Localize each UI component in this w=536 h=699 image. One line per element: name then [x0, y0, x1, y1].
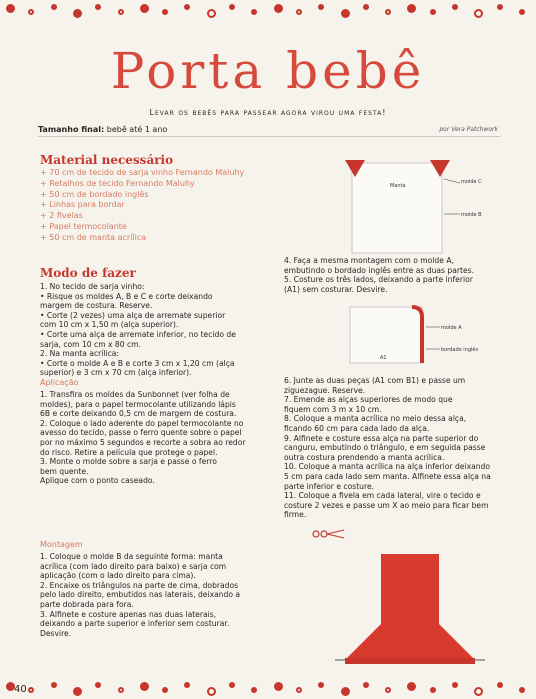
border-dot — [95, 682, 101, 688]
materials-heading: Material necessário — [40, 153, 174, 167]
border-dot — [140, 682, 149, 691]
pointer-line — [444, 179, 460, 183]
aplicacao-line: do risco. Retire a película que protege o papel. — [40, 447, 218, 457]
modo-line: margem de costura. Reserve. — [40, 301, 153, 311]
carrier-base — [345, 624, 475, 660]
page-number: 40 — [14, 684, 27, 695]
molde-c-label: molde C — [461, 179, 482, 185]
right-text-block-2 — [284, 376, 524, 520]
illustration-baby-carrier — [325, 548, 495, 670]
border-dot — [474, 687, 483, 696]
modo-line: com 10 cm x 1,50 m (alça superior). — [40, 320, 179, 330]
right-text-block-1 — [284, 256, 524, 294]
border-dot — [73, 687, 82, 696]
montagem-line: aplicação (com o lado direito para cima). — [40, 571, 196, 581]
modo-line: 2. Na manta acrílica: — [40, 349, 119, 359]
border-dot — [207, 687, 216, 696]
step-line: 11. Coloque a fivela em cada lateral, vire o tecido e — [284, 491, 481, 501]
border-dot — [407, 4, 416, 13]
border-dot — [452, 4, 458, 10]
aplicacao-text — [40, 390, 280, 486]
page-title: Porta bebê — [110, 42, 426, 100]
modo-line: • Risque os moldes A, B e C e corte deixando — [40, 291, 213, 301]
border-dot — [430, 687, 436, 693]
modo-line: • Corte (2 vezes) uma alça de arremate superior — [40, 310, 226, 320]
step-line: parte inferior e costure. — [284, 481, 375, 491]
border-dot — [318, 682, 324, 688]
lower-strap — [345, 658, 475, 664]
montagem-line: acrílica (com lado direito para baixo) e sarja com — [40, 561, 227, 571]
border-dot — [28, 9, 34, 15]
aplicacao-line: avesso do tecido, passe o ferro quente sobre o papel — [40, 428, 242, 438]
border-dot — [341, 9, 350, 18]
border-dot — [385, 687, 391, 693]
material-item: + Linhas para bordar — [40, 200, 260, 211]
border-dot — [274, 4, 283, 13]
aplicacao-line: por no máximo 5 segundos e recorte a sobra ao redor — [40, 437, 246, 447]
aplicacao-line: 1. Transfira os moldes da Sunbonnet (ver folha de — [40, 390, 230, 399]
step-line: 10. Coloque a manta acrílica na alça inferior deixando — [284, 462, 491, 472]
border-dot — [274, 682, 283, 691]
aplicacao-line: 2. Coloque o lado aderente do papel termocolante no — [40, 418, 244, 428]
step-line: 9. Alfinete e costure essa alça na parte superior do — [284, 433, 479, 443]
modo-line: • Corte o molde A e B e corte 3 cm x 1,20 cm (alça — [40, 358, 235, 368]
border-dot — [162, 687, 168, 693]
step-line: fiquem com 3 m x 10 cm. — [284, 404, 382, 414]
border-dot — [28, 687, 34, 693]
step-line: 5 cm para cada lado sem manta. Alfinete essa alça na — [284, 471, 491, 481]
step-line: 8. Coloque a manta acrílica no meio dessa alça, — [284, 414, 467, 424]
border-dot — [407, 682, 416, 691]
montagem-heading: Montagem — [40, 540, 83, 549]
border-dot — [519, 9, 525, 15]
step-line: 6. Junte as duas peças (A1 com B1) e passe um — [284, 376, 466, 385]
step-line: 5. Costure os três lados, deixando a parte inferior — [284, 275, 473, 285]
materials-list — [40, 168, 260, 244]
border-dot — [341, 687, 350, 696]
border-dot — [207, 9, 216, 18]
top-dot-border — [0, 0, 536, 22]
carrier-body — [381, 554, 439, 624]
molde-a-label: molde A — [441, 325, 462, 331]
molde-b-label: molde B — [461, 212, 482, 218]
modo-line: • Corte uma alça de arremate inferior, no tecido de — [40, 329, 236, 339]
step-line: canguru, embutindo o triângulo, e em seguida passe — [284, 443, 486, 453]
aplicacao-line: moldes), para o papel termocolante utilizando lápis — [40, 399, 236, 409]
step-line: 4. Faça a mesma montagem com o molde A, — [284, 256, 454, 265]
aplicacao-line: bem quente. — [40, 466, 89, 476]
border-dot — [318, 4, 324, 10]
page-subtitle: Levar os bebês para passear agora virou uma festa! — [149, 108, 387, 117]
border-dot — [229, 682, 235, 688]
border-dot — [118, 9, 124, 15]
border-dot — [251, 9, 257, 15]
border-dot — [363, 4, 369, 10]
divider — [38, 136, 500, 137]
author-credit: por Vera Patchwork — [439, 126, 498, 133]
manta-label: Manta — [390, 183, 406, 189]
final-size-value: bebê até 1 ano — [106, 125, 168, 134]
manta-piece — [352, 163, 442, 253]
material-item: + 50 cm de manta acrílica — [40, 233, 260, 244]
scissors-icon — [312, 527, 346, 541]
step-line: embutindo o bordado inglês entre as duas partes. — [284, 265, 475, 275]
bottom-dot-border — [0, 677, 536, 699]
border-dot — [385, 9, 391, 15]
montagem-line: parte dobrada para fora. — [40, 599, 134, 609]
modo-text — [40, 282, 280, 378]
border-dot — [6, 4, 15, 13]
material-item: + 70 cm de tecido de sarja vinho Fernando Maluhy — [40, 168, 260, 179]
border-dot — [95, 4, 101, 10]
border-dot — [162, 9, 168, 15]
border-dot — [118, 687, 124, 693]
step-line: outra costura prendendo a manta acrílica. — [284, 452, 445, 462]
modo-heading: Modo de fazer — [40, 266, 136, 280]
border-dot — [51, 682, 57, 688]
aplicacao-line: 3. Monte o molde sobre a sarja e passe o ferro — [40, 457, 217, 467]
aplicacao-line: 6B e corte deixando 0,5 cm de margem de costura. — [40, 409, 237, 419]
border-dot — [363, 682, 369, 688]
border-dot — [251, 687, 257, 693]
aplicacao-heading: Aplicação — [40, 378, 79, 387]
border-dot — [497, 682, 503, 688]
step-line: firme. — [284, 510, 307, 520]
border-dot — [296, 9, 302, 15]
montagem-line: deixando a parte superior e inferior sem costurar. — [40, 619, 230, 629]
material-item: + Papel termocolante — [40, 222, 260, 233]
montagem-line: 2. Encaixe os triângulos na parte de cima, dobrados — [40, 580, 239, 590]
modo-line: superior) e 3 cm x 70 cm (alça inferior). — [40, 368, 192, 378]
illustration-pattern-b — [340, 155, 490, 255]
montagem-line: pelo lado direito, embutidos nas laterais, deixando a — [40, 590, 241, 600]
final-size-label: Tamanho final: — [38, 125, 105, 134]
step-line: ziguezague. Reserve. — [284, 385, 366, 395]
montagem-line: Desvire. — [40, 628, 72, 638]
border-dot — [229, 4, 235, 10]
border-dot — [430, 9, 436, 15]
step-line: costure 2 vezes e passe um X ao meio para ficar bem — [284, 500, 489, 510]
border-dot — [140, 4, 149, 13]
material-item: + 2 fivelas — [40, 211, 260, 222]
border-dot — [296, 687, 302, 693]
border-dot — [51, 4, 57, 10]
border-dot — [519, 687, 525, 693]
material-item: + Retalhos de tecido Fernando Maluhy — [40, 179, 260, 190]
border-dot — [73, 9, 82, 18]
final-size — [38, 125, 167, 134]
border-dot — [184, 4, 190, 10]
montagem-text — [40, 552, 280, 638]
step-line: (A1) sem costurar. Desvire. — [284, 284, 388, 294]
modo-line: 1. No tecido de sarja vinho: — [40, 282, 145, 291]
step-line: ficando 60 cm para cada lado da alça. — [284, 423, 430, 433]
border-dot — [184, 682, 190, 688]
step-line: 7. Emende as alças superiores de modo que — [284, 395, 453, 405]
bordado-label: bordado inglês — [441, 347, 479, 353]
montagem-line: 1. Coloque o molde B da seguinte forma: manta — [40, 552, 223, 561]
border-dot — [497, 4, 503, 10]
a1-label: A1 — [380, 355, 387, 361]
illustration-pattern-a — [340, 305, 490, 367]
material-item: + 50 cm de bordado inglês — [40, 190, 260, 201]
border-dot — [474, 9, 483, 18]
montagem-line: 3. Alfinete e costure apenas nas duas laterais, — [40, 609, 217, 619]
aplicacao-line: Aplique com o ponto caseado. — [40, 476, 155, 486]
modo-line: sarja, com 10 cm x 80 cm. — [40, 339, 141, 349]
border-dot — [452, 682, 458, 688]
